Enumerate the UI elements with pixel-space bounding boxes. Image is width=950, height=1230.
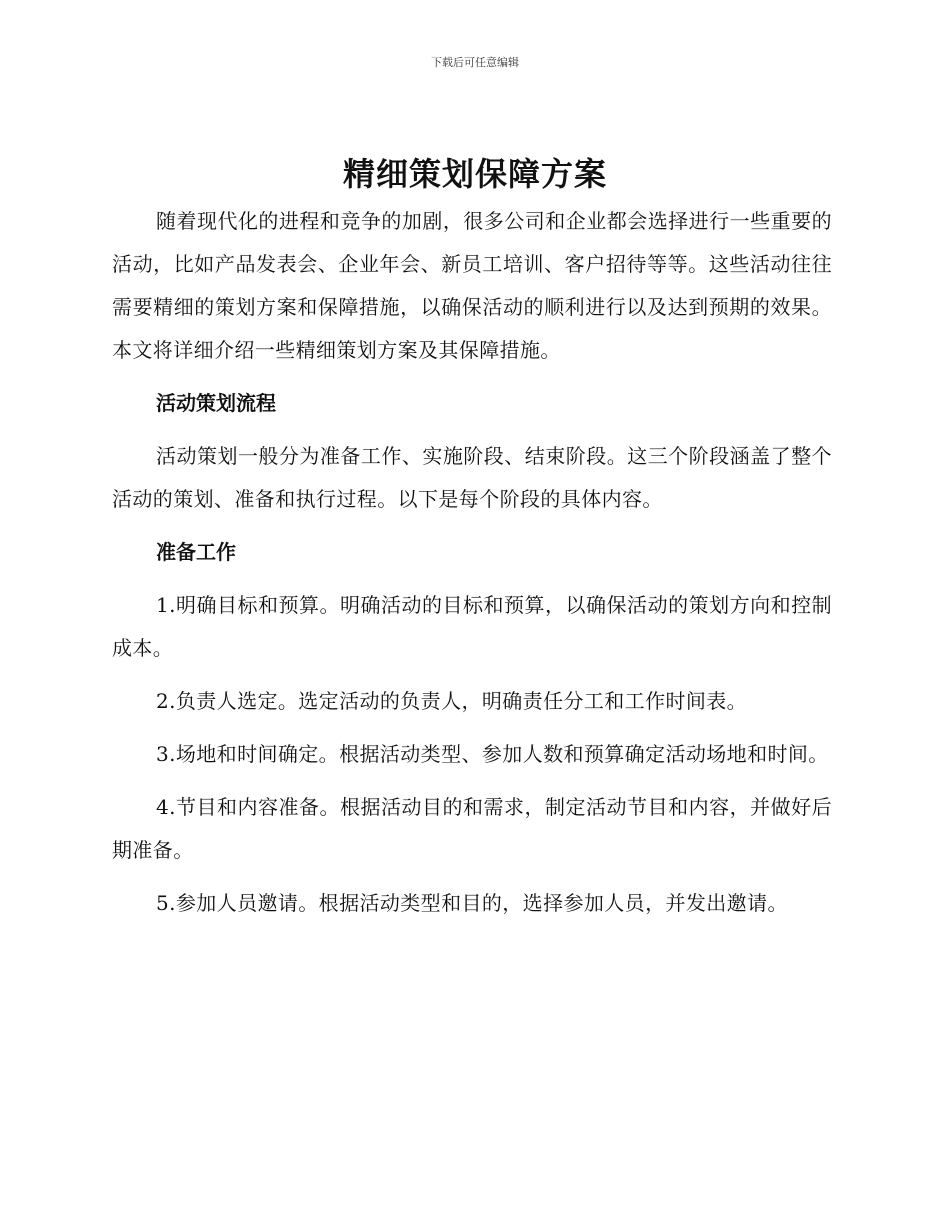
- list-item: 2.负责人选定。选定活动的负责人，明确责任分工和工作时间表。: [156, 689, 748, 713]
- list-item: 1.明确目标和预算。明确活动的目标和预算，以确保活动的策划方向和控制成本。: [112, 593, 832, 660]
- list-item: 4.节目和内容准备。根据活动目的和需求，制定活动节目和内容，并做好后期准备。: [112, 795, 832, 862]
- section-heading-preparation: 准备工作: [156, 540, 236, 564]
- intro-paragraph: 随着现代化的进程和竞争的加剧，很多公司和企业都会选择进行一些重要的活动，比如产品发表会、企业年会、新员工培训、客户招待等等。这些活动往往需要精细的策划方案和保障措施，以确保活动的顺利进行以及达到预期的效果。本文将详细介绍一些精细策划方案及其保障措施。: [112, 209, 832, 362]
- list-item: 5.参加人员邀请。根据活动类型和目的，选择参加人员，并发出邀请。: [156, 891, 788, 915]
- document-title: 精细策划保障方案: [342, 155, 607, 193]
- section-paragraph-process: 活动策划一般分为准备工作、实施阶段、结束阶段。这三个阶段涵盖了整个活动的策划、准备和执行过程。以下是每个阶段的具体内容。: [112, 444, 832, 511]
- list-item: 3.场地和时间确定。根据活动类型、参加人数和预算确定活动场地和时间。: [156, 742, 829, 766]
- section-heading-process: 活动策划流程: [156, 391, 276, 415]
- header-note: 下载后可任意编辑: [431, 56, 519, 69]
- document-body: [112, 200, 832, 925]
